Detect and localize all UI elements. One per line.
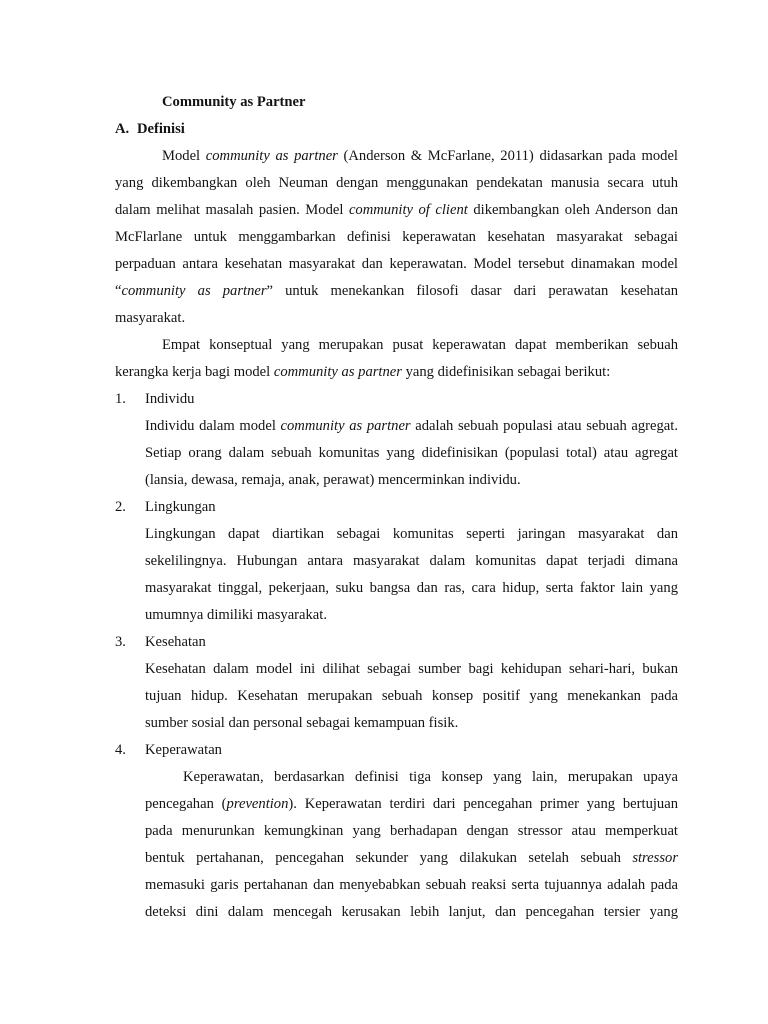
list-item-line: bentuk pertahanan, pencegahan sekunder yang dilakukan setelah sebuah stressor [145,850,678,866]
list-item-line: tujuan hidup. Kesehatan merupakan sebuah konsep positif yang menekankan pada [145,688,678,704]
list-item-line: pencegahan (prevention). Keperawatan terdiri dari pencegahan primer yang bertujuan [145,796,678,812]
list-item-line: Kesehatan dalam model ini dilihat sebagai sumber bagi kehidupan sehari-hari, bukan [145,661,678,677]
para1-line1: Model community as partner (Anderson & McFarlane, 2011) didasarkan pada model [162,148,678,164]
para1-line2: yang dikembangkan oleh Neuman dengan menggunakan pendekatan manusia secara utuh [115,175,678,191]
list-item-number: 1. [115,391,126,407]
list-item-line: pada menurunkan kemungkinan yang berhadapan dengan stressor atau memperkuat [145,823,678,839]
list-item-line: deteksi dini dalam mencegah kerusakan lebih lanjut, dan pencegahan tersier yang [145,904,678,920]
list-item-line: Individu dalam model community as partner adalah sebuah populasi atau sebuah agregat. [145,418,678,434]
section-marker: A. [115,121,130,137]
list-item-line: sumber sosial dan personal sebagai kemampuan fisik. [145,715,459,731]
list-item-line: umumnya dimiliki masyarakat. [145,607,327,623]
list-item-line: sekelilingnya. Hubungan antara masyarakat dalam komunitas dapat terjadi dimana [145,553,678,569]
list-item-number: 4. [115,742,126,758]
list-item-line: (lansia, dewasa, remaja, anak, perawat) mencerminkan individu. [145,472,521,488]
page-title: Community as Partner [162,94,306,110]
para2-line2: kerangka kerja bagi model community as partner yang didefinisikan sebagai berikut: [115,364,611,380]
section-title: Definisi [137,121,185,137]
list-item-number: 3. [115,634,126,650]
list-item-title: Kesehatan [145,634,206,650]
list-item-line: masyarakat tinggal, pekerjaan, suku bangsa dan ras, cara hidup, serta faktor lain yang [145,580,678,596]
list-item-title: Keperawatan [145,742,222,758]
para1-line3: dalam melihat masalah pasien. Model community of client dikembangkan oleh Anderson dan [115,202,678,218]
list-item-line: Lingkungan dapat diartikan sebagai komunitas seperti jaringan masyarakat dan [145,526,678,542]
list-item-line: Setiap orang dalam sebuah komunitas yang didefinisikan (populasi total) atau agregat [145,445,678,461]
para1-line4: McFlarlane untuk menggambarkan definisi keperawatan kesehatan masyarakat sebagai [115,229,678,245]
list-item-number: 2. [115,499,126,515]
list-item-title: Lingkungan [145,499,216,515]
para2-line1: Empat konseptual yang merupakan pusat keperawatan dapat memberikan sebuah [162,337,678,353]
list-item-line: Keperawatan, berdasarkan definisi tiga konsep yang lain, merupakan upaya [183,769,678,785]
list-item-line: memasuki garis pertahanan dan menyebabkan sebuah reaksi serta tujuannya adalah pada [145,877,678,893]
para1-line7: masyarakat. [115,310,186,326]
list-item-title: Individu [145,391,195,407]
para1-line5: perpaduan antara kesehatan masyarakat dan keperawatan. Model tersebut dinamakan model [115,256,678,272]
para1-line6: “community as partner” untuk menekankan filosofi dasar dari perawatan kesehatan [115,283,678,299]
